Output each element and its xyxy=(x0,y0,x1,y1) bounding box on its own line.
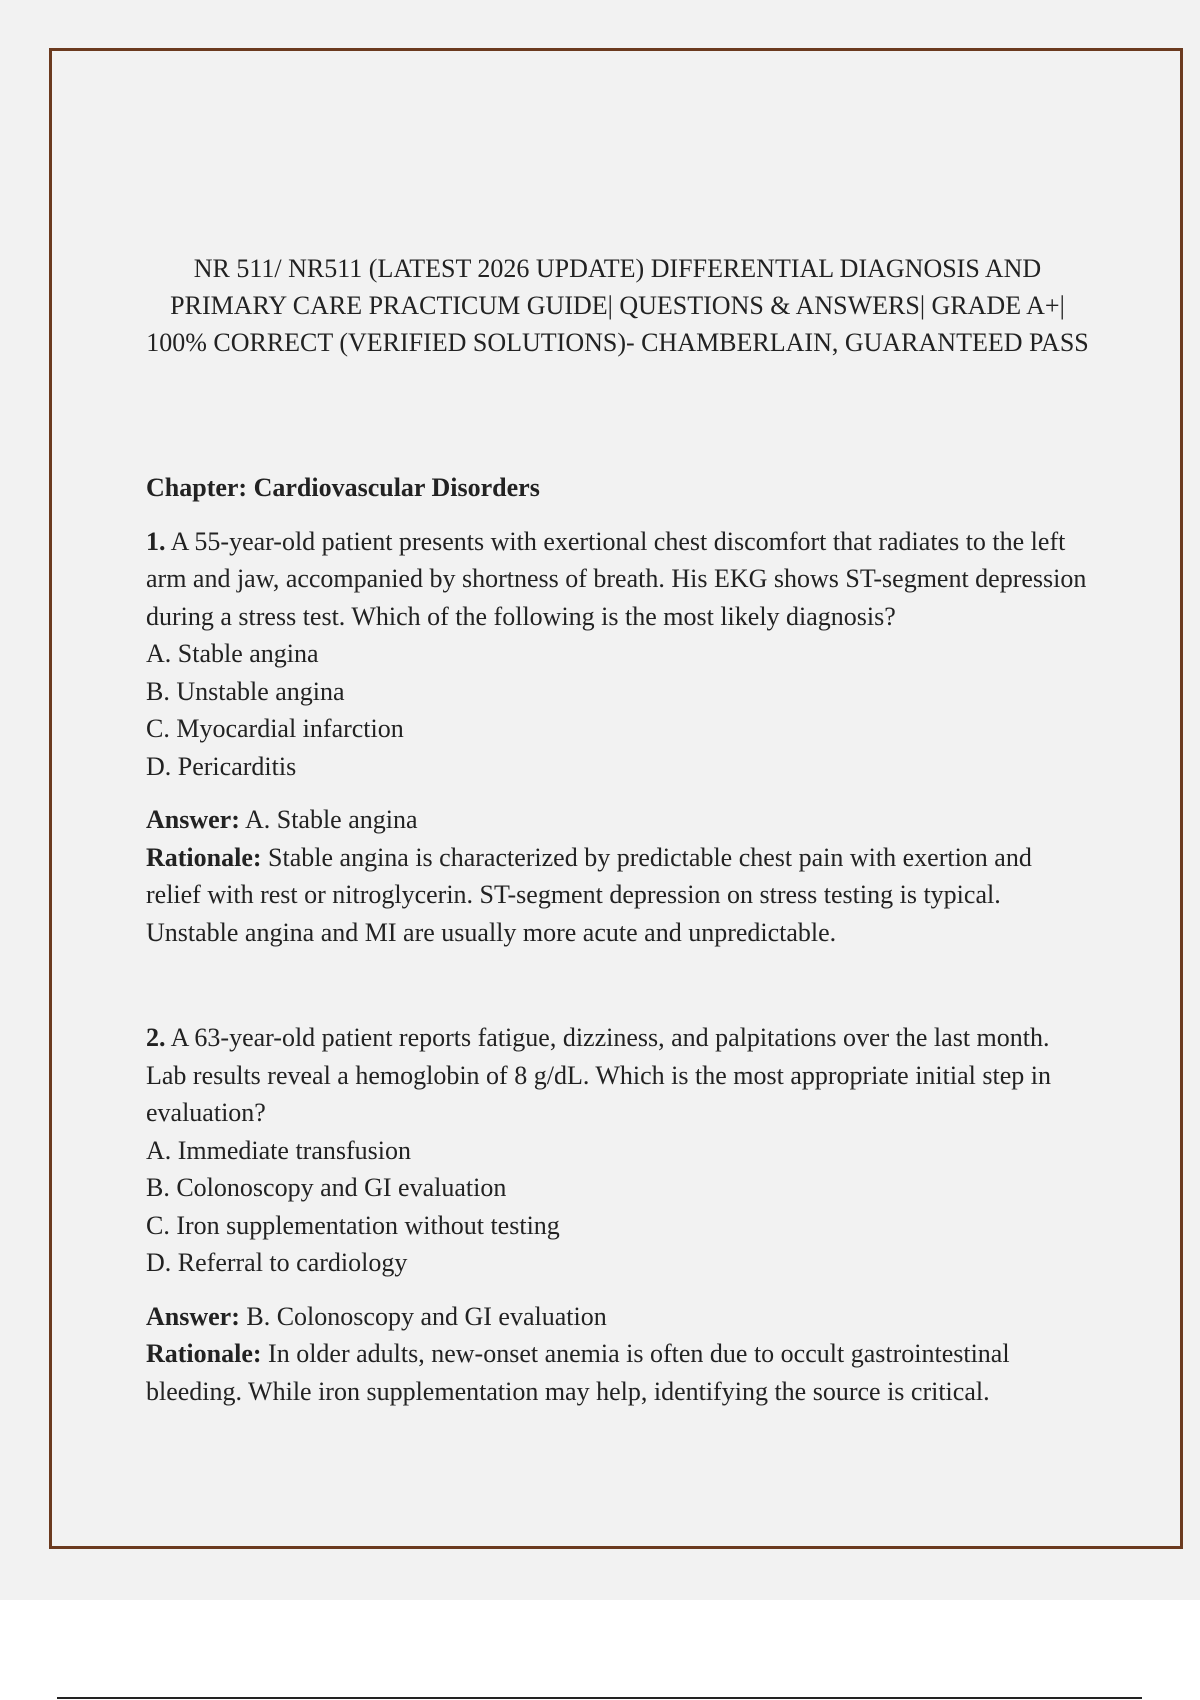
answer-options xyxy=(146,1132,1091,1282)
answer-value: B. Colonoscopy and GI evaluation xyxy=(246,1301,607,1331)
rationale-label: Rationale: xyxy=(146,842,262,872)
option-a: A. Immediate transfusion xyxy=(146,1135,411,1165)
answer-line xyxy=(146,801,1091,839)
question-stem xyxy=(146,523,1091,636)
question-text: A 63-year-old patient reports fatigue, dizziness, and palpitations over the last month. Lab results reveal a hemoglobin of 8 g/dL. Which is the most appropriate initial step in evaluation? xyxy=(146,1023,1051,1127)
rationale-text: In older adults, new-onset anemia is often due to occult gastrointestinal bleeding. While iron supplementation may help, identifying the source is critical. xyxy=(146,1339,1010,1406)
answer-label: Answer: xyxy=(146,805,240,834)
document-title: NR 511/ NR511 (LATEST 2026 UPDATE) DIFFERENTIAL DIAGNOSIS AND PRIMARY CARE PRACTICUM GUIDE| QUESTIONS & ANSWERS| GRADE A+| 100% CORRECT (VERIFIED SOLUTIONS)- CHAMBERLAIN, GUARANTEED PASS xyxy=(146,254,1089,357)
question-stem xyxy=(146,1019,1091,1132)
option-d: D. Referral to cardiology xyxy=(146,1248,408,1277)
chapter-heading: Chapter: Cardiovascular Disorders xyxy=(146,473,540,502)
rationale-line xyxy=(146,839,1091,952)
rationale-text: Stable angina is characterized by predictable chest pain with exertion and relief with rest or nitroglycerin. ST-segment depression on stress testing is typical. Unstable angina and MI are usually more acute and unpredictable. xyxy=(146,842,1032,947)
option-d: D. Pericarditis xyxy=(146,751,297,781)
question-1 xyxy=(146,523,1091,952)
answer-value: A. Stable angina xyxy=(244,805,418,834)
option-c: C. Iron supplementation without testing xyxy=(146,1210,560,1240)
option-b: B. Colonoscopy and GI evaluation xyxy=(146,1173,507,1202)
question-2 xyxy=(146,1019,1091,1410)
answer-block xyxy=(146,1298,1091,1411)
answer-label: Answer: xyxy=(146,1301,240,1331)
question-text: A 55-year-old patient presents with exertional chest discomfort that radiates to the left arm and jaw, accompanied by shortness of breath. His EKG shows ST-segment depression during a stress test. Which of the following is the most likely diagnosis? xyxy=(146,526,1087,631)
question-number: 2. xyxy=(146,1023,166,1052)
option-c: C. Myocardial infarction xyxy=(146,714,404,743)
answer-line xyxy=(146,1298,1091,1336)
footer-divider-line xyxy=(57,1697,1142,1699)
rationale-line xyxy=(146,1335,1091,1410)
option-a: A. Stable angina xyxy=(146,639,319,668)
answer-block xyxy=(146,801,1091,951)
rationale-label: Rationale: xyxy=(146,1339,262,1368)
answer-options xyxy=(146,635,1091,785)
option-b: B. Unstable angina xyxy=(146,676,345,706)
question-number: 1. xyxy=(146,526,166,556)
document-body xyxy=(146,469,1091,1410)
